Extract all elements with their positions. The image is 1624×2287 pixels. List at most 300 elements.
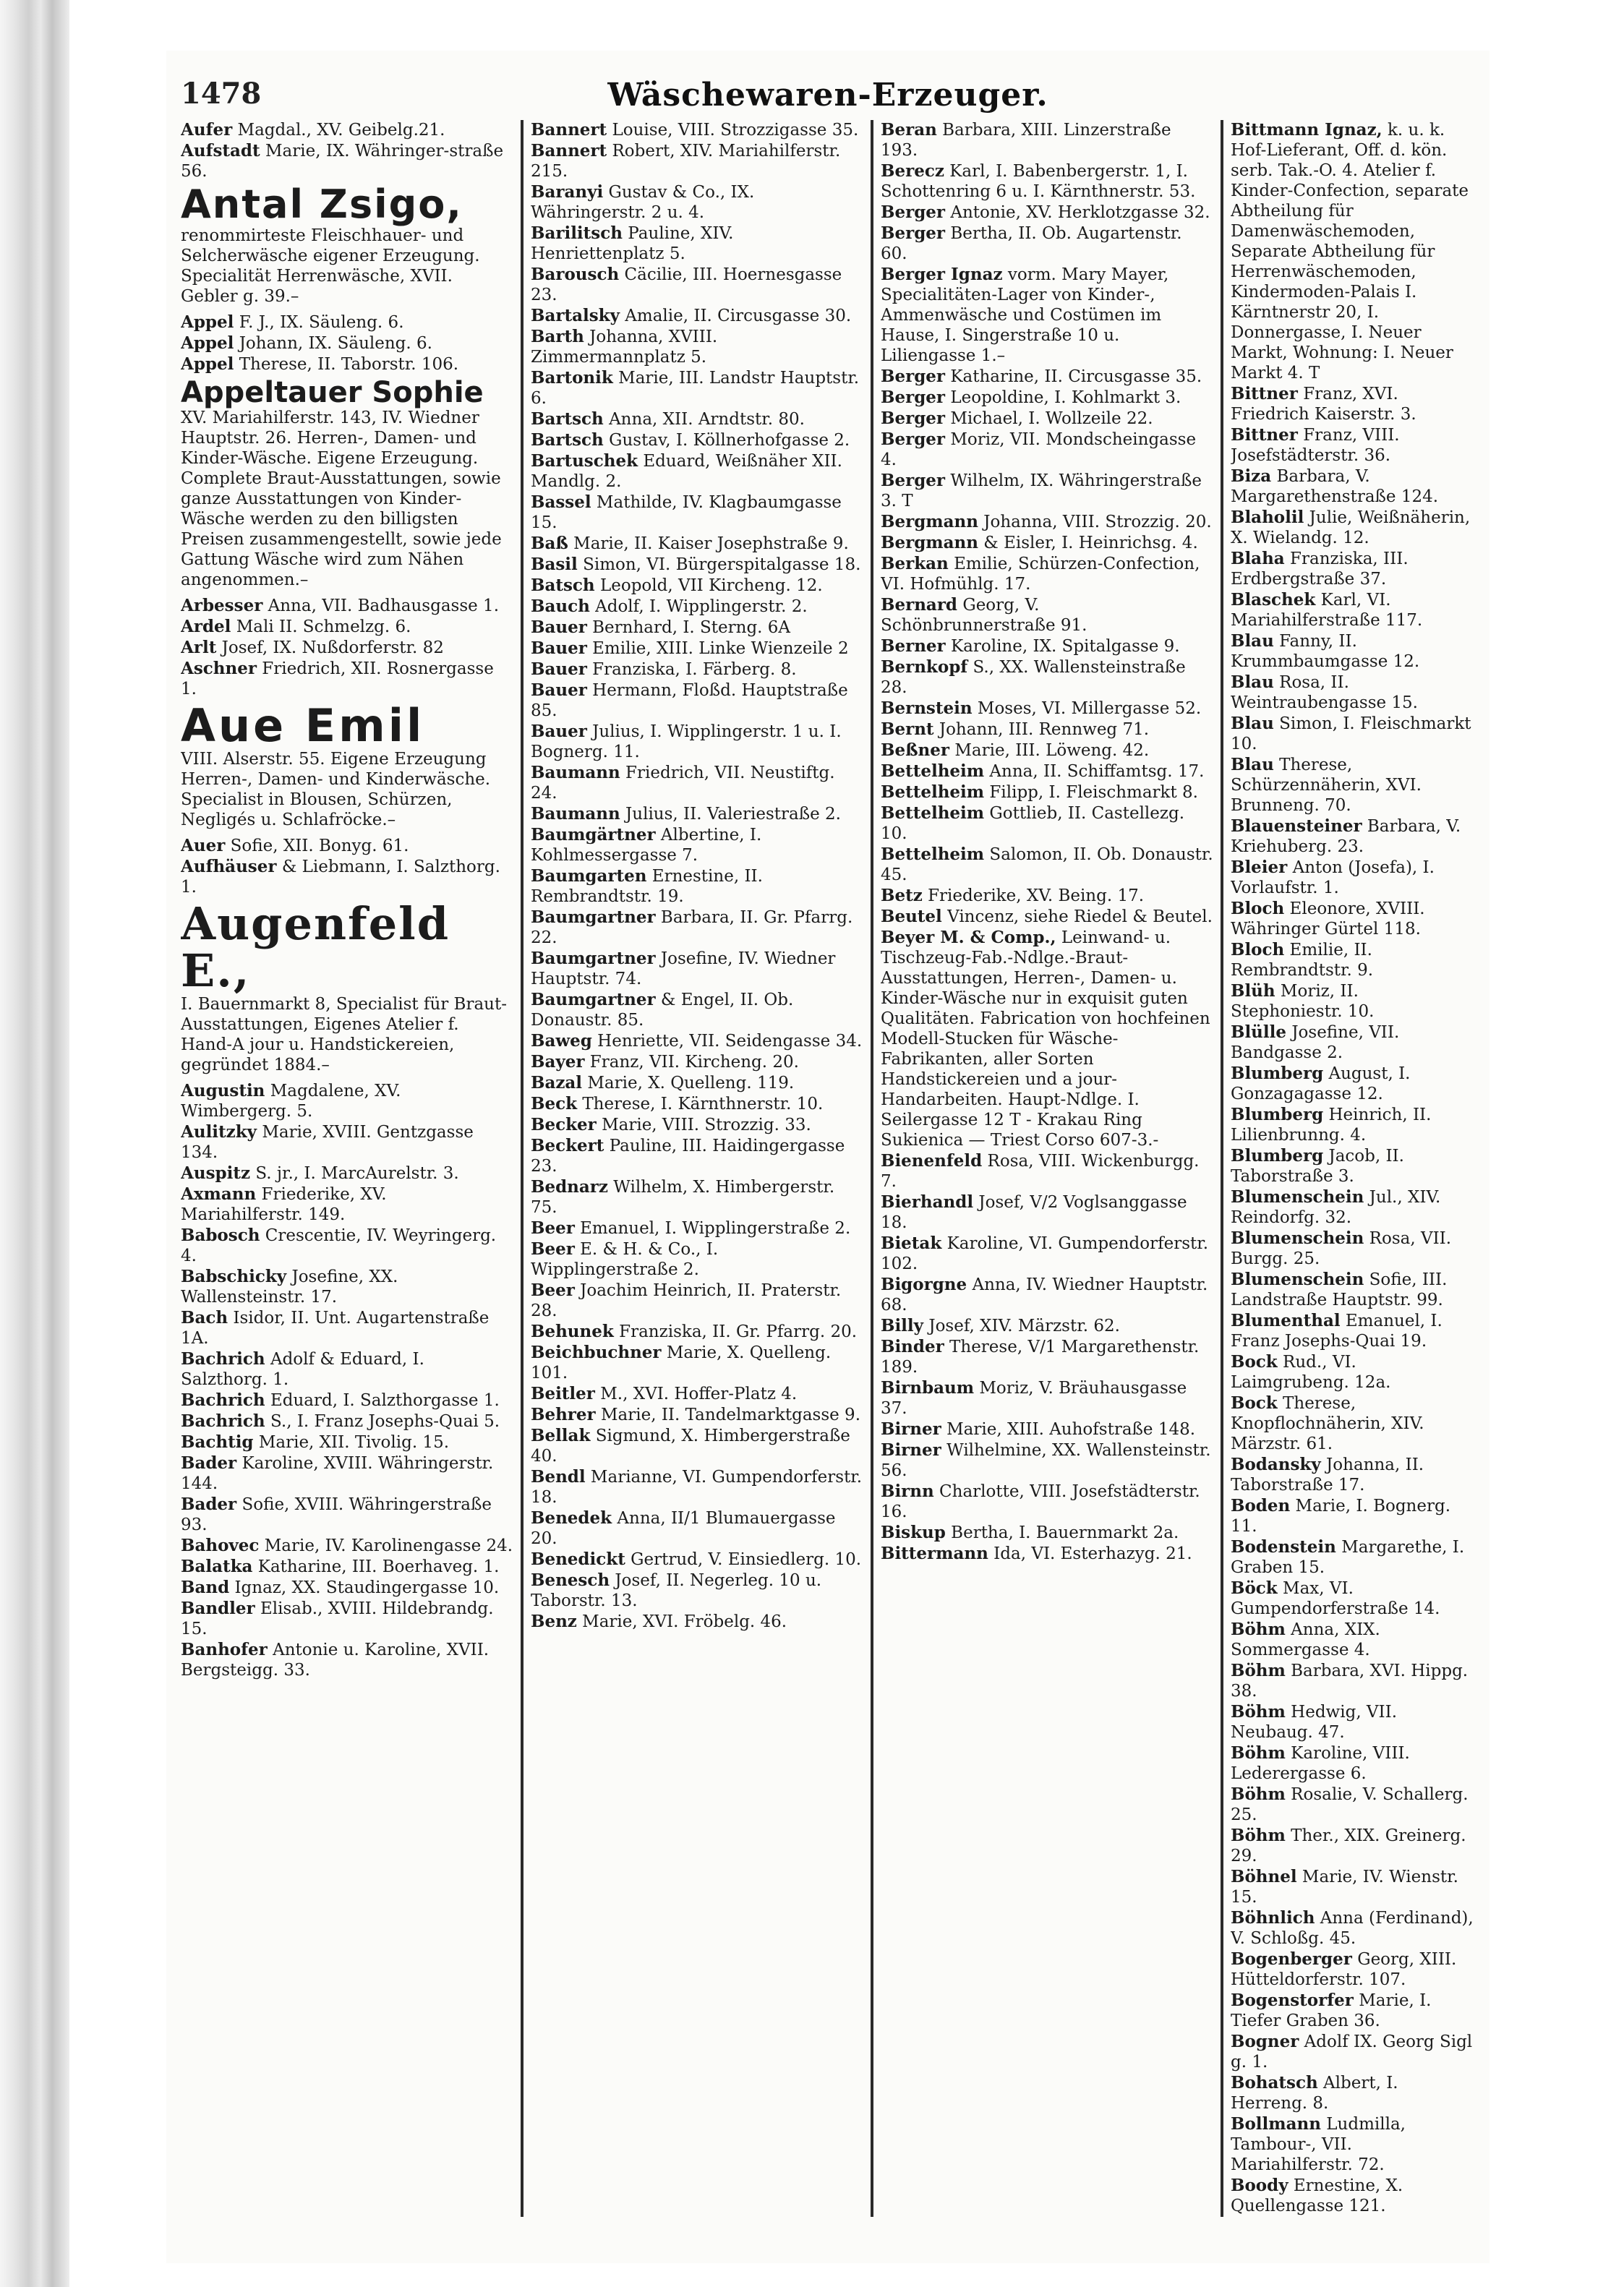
directory-entry — [1231, 1270, 1475, 1310]
directory-entry — [181, 1640, 513, 1680]
entry-address: Sofie, III. Landstraße Hauptstr. 99. — [1231, 1270, 1448, 1309]
directory-entry — [531, 576, 863, 596]
entry-name: Blaschek — [1231, 590, 1316, 610]
directory-entry — [531, 597, 863, 617]
directory-entry — [1231, 1949, 1475, 1990]
entry-address: Barbara, V. Margarethenstraße 124. — [1231, 467, 1439, 506]
directory-entry — [181, 1578, 513, 1598]
entry-address: Emilie, Schürzen-Confection, VI. Hofmühlg. 17. — [881, 555, 1200, 594]
directory-entry — [531, 1136, 863, 1176]
directory-entry — [531, 907, 863, 948]
entry-name: Berger Ignaz — [881, 265, 1003, 284]
entry-name: Berkan — [881, 554, 949, 573]
directory-entry — [181, 1267, 513, 1307]
directory-entry — [531, 1177, 863, 1218]
entry-address: Sigmund, X. Himbergerstraße 40. — [531, 1427, 850, 1466]
entry-address: Simon, I. Fleischmarkt 10. — [1231, 714, 1471, 753]
directory-entry — [181, 1432, 513, 1453]
entry-name: Bodansky — [1231, 1455, 1321, 1474]
directory-entry — [881, 1378, 1213, 1419]
directory-entry — [881, 1192, 1213, 1233]
advertisement-entry — [181, 897, 513, 1075]
entry-name: Baranyi — [531, 182, 604, 202]
entry-address: k. u. k. Hof-Lieferant, Off. d. kön. serb. Tak.-O. 4. Atelier f. Kinder-Confection, separate Abtheilung für Damenwäschemoden, Separate Abtheilung für Herrenwäschemoden, Kindermoden-Palais I. Kärntnerstr 20, I. Donnergasse, I. Neuer Markt, Wohnung: I. Neuer Markt 4. T — [1231, 121, 1469, 382]
directory-entry — [181, 120, 513, 140]
directory-entry — [531, 866, 863, 907]
entry-name: Böhm — [1231, 1620, 1286, 1639]
entry-name: Barousch — [531, 265, 620, 284]
directory-entry — [1231, 858, 1475, 898]
entry-address: Karoline, VIII. Lederergasse 6. — [1231, 1744, 1410, 1783]
entry-name: Berger — [881, 202, 946, 222]
entry-name: Böhnel — [1231, 1867, 1297, 1886]
entry-name: Berger — [881, 367, 946, 386]
entry-address: Antonie, XV. Herklotzgasse 32. — [945, 203, 1210, 222]
directory-entry — [531, 327, 863, 367]
directory-column-1 — [181, 120, 513, 2217]
entry-name: Bettelheim — [881, 803, 985, 823]
directory-entry — [1231, 1146, 1475, 1187]
directory-entry — [531, 804, 863, 824]
directory-entry — [881, 907, 1213, 927]
entry-name: Böhm — [1231, 1784, 1286, 1804]
entry-address: Marie, III. Löweng. 42. — [949, 741, 1150, 760]
entry-address: Karl, I. Babenbergerstr. 1, I. Schottenring 6 u. I. Kärnthnerstr. 53. — [881, 162, 1196, 201]
entry-name: Bader — [181, 1494, 237, 1514]
directory-entry — [531, 990, 863, 1030]
entry-address: Marie, IV. Karolinengasse 24. — [259, 1536, 513, 1555]
directory-entry — [181, 596, 513, 616]
directory-entry — [1231, 816, 1475, 857]
entry-address: Marie, X. Quelleng. 119. — [582, 1074, 795, 1093]
entry-address: Antonie u. Karoline, XVII. Bergsteigg. 33. — [181, 1640, 490, 1680]
directory-entry — [1231, 2114, 1475, 2175]
entry-address: Marianne, VI. Gumpendorferstr. 18. — [531, 1468, 863, 1507]
directory-entry — [1231, 2032, 1475, 2072]
directory-entry — [531, 223, 863, 264]
entry-name: Bierhandl — [881, 1192, 974, 1212]
directory-entry — [181, 1557, 513, 1577]
directory-entry — [881, 265, 1213, 366]
entry-name: Basil — [531, 555, 578, 574]
directory-entry — [531, 182, 863, 223]
directory-entry — [531, 1343, 863, 1383]
entry-name: Arlt — [181, 637, 217, 657]
entry-name: Bauer — [531, 617, 587, 637]
directory-entry — [531, 1031, 863, 1051]
entry-name: Arbesser — [181, 595, 263, 615]
directory-entry — [531, 265, 863, 305]
directory-entry — [1231, 549, 1475, 589]
page-number: 1478 — [181, 77, 262, 111]
directory-entry — [1231, 120, 1475, 383]
entry-name: Bergmann — [881, 533, 978, 552]
entry-address: Charlotte, VIII. Josefstädterstr. 16. — [881, 1482, 1200, 1521]
entry-name: Bodenstein — [1231, 1537, 1336, 1557]
entry-name: Bauer — [531, 659, 587, 679]
directory-entry — [531, 1426, 863, 1466]
entry-address: Barbara, XIII. Linzerstraße 193. — [881, 121, 1171, 160]
directory-entry — [531, 949, 863, 989]
entry-address: Johann, IX. Säuleng. 6. — [234, 333, 432, 353]
entry-name: Bahovec — [181, 1535, 260, 1555]
entry-name: Birner — [881, 1419, 941, 1439]
entry-name: Bachrich — [181, 1390, 265, 1410]
entry-address: Filipp, I. Fleischmarkt 8. — [984, 783, 1198, 802]
entry-address: Leinwand- u. Tischzeug-Fab.-Ndlge.-Braut-Ausstattungen, Herren-, Damen- u. Kinder-Wäsche nur in exquisit guten Qualitäten. Fabrication von hochfeinen Modell-Stucken für Wäsche-Fabrikanten, aller Sorten Handstickereien und a jour-Handarbeiten. Haupt-Ndlge. I. Seilergasse 12 T - Krakau Ring Sukienica — Triest Corso 607-3.- — [881, 928, 1210, 1150]
entry-name: Bernt — [881, 719, 934, 739]
entry-address: Magdalene, XV. Wimbergerg. 5. — [181, 1081, 401, 1121]
directory-entry — [531, 1218, 863, 1239]
book-edge — [0, 0, 69, 2287]
entry-name: Birnn — [881, 1482, 934, 1501]
entry-address: Sofie, XVIII. Währingerstraße 93. — [181, 1495, 492, 1534]
directory-entry — [1231, 940, 1475, 980]
entry-name: Blau — [1231, 714, 1274, 733]
directory-entry — [1231, 590, 1475, 630]
entry-name: Bartonik — [531, 368, 613, 388]
directory-entry — [1231, 1702, 1475, 1743]
entry-address: Marie, X. Quelleng. 101. — [531, 1343, 832, 1382]
advertisement-text: renommirteste Fleischhauer- und Selcherwäsche eigener Erzeugung. Specialität Herrenwäsche, XVII. Gebler g. 39.– — [181, 226, 480, 306]
entry-name: Bauch — [531, 597, 590, 616]
entry-address: Marie, I. Bognerg. 11. — [1231, 1497, 1451, 1536]
entry-name: Bittner — [1231, 384, 1298, 403]
entry-address: Gottlieb, II. Castellezg. 10. — [881, 804, 1185, 843]
directory-entry — [1231, 1867, 1475, 1907]
directory-entry — [881, 740, 1213, 761]
entry-name: Berecz — [881, 161, 944, 181]
directory-entry — [1231, 2176, 1475, 2216]
entry-name: Baweg — [531, 1031, 592, 1051]
directory-entry — [531, 306, 863, 326]
entry-address: Josef, V/2 Voglsanggasse 18. — [881, 1193, 1187, 1232]
directory-entry — [1231, 1352, 1475, 1393]
entry-name: Axmann — [181, 1184, 257, 1204]
advertiser-name: Aue Emil — [181, 698, 425, 752]
entry-name: Blumberg — [1231, 1146, 1324, 1166]
entry-name: Baumgartner — [531, 907, 656, 927]
entry-address: Josef, IX. Nußdorferstr. 82 — [216, 638, 444, 657]
entry-address: Emilie, XIII. Linke Wienzeile 2 — [586, 639, 849, 658]
directory-entry — [1231, 1826, 1475, 1866]
entry-name: Berger — [881, 429, 946, 449]
directory-entry — [881, 202, 1213, 223]
column-divider — [1221, 120, 1223, 2217]
directory-entry — [181, 141, 513, 181]
entry-name: Bietak — [881, 1234, 942, 1253]
directory-page — [166, 51, 1490, 2263]
advertiser-name: Augenfeld E., — [181, 897, 450, 997]
entry-name: Benesch — [531, 1570, 610, 1590]
entry-address: Marie, XIII. Auhofstraße 148. — [941, 1420, 1196, 1439]
entry-name: Bittermann — [881, 1544, 988, 1563]
directory-entry — [1231, 631, 1475, 672]
entry-address: Wilhelm, X. Himbergerstr. 75. — [531, 1178, 835, 1217]
entry-name: Blumenschein — [1231, 1270, 1364, 1289]
entry-address: Ida, VI. Esterhazyg. 21. — [988, 1544, 1192, 1563]
entry-name: Berger — [881, 409, 946, 428]
entry-name: Bauer — [531, 722, 587, 741]
directory-entry — [1231, 466, 1475, 507]
entry-address: Emanuel, I. Franz Josephs-Quai 19. — [1231, 1312, 1443, 1351]
entry-name: Berner — [881, 636, 946, 656]
entry-address: Anna, II. Schiffamtsg. 17. — [984, 762, 1205, 781]
advertisement-text: VIII. Alserstr. 55. Eigene Erzeugung Herren-, Damen- und Kinderwäsche. Specialist in Blousen, Schürzen, Negligés u. Schlafröcke.– — [181, 749, 491, 829]
entry-address: Ther., XIX. Greinerg. 29. — [1231, 1826, 1466, 1865]
directory-entry — [1231, 1578, 1475, 1619]
entry-address: Bertha, I. Bauernmarkt 2a. — [945, 1523, 1179, 1542]
entry-name: Barilitsch — [531, 223, 623, 243]
entry-name: Bachrich — [181, 1411, 265, 1431]
directory-entry — [531, 659, 863, 680]
directory-entry — [531, 1612, 863, 1632]
entry-address: Pauline, III. Haidingergasse 23. — [531, 1137, 845, 1176]
directory-entry — [531, 409, 863, 429]
entry-name: Band — [181, 1577, 230, 1597]
entry-address: Hermann, Floßd. Hauptstraße 85. — [531, 681, 848, 720]
entry-name: Biskup — [881, 1523, 946, 1542]
entry-name: Bohatsch — [1231, 2073, 1318, 2093]
entry-name: Blau — [1231, 631, 1274, 651]
directory-entry — [881, 1337, 1213, 1377]
entry-address: Marie, VIII. Strozzig. 33. — [596, 1116, 811, 1134]
entry-name: Böhm — [1231, 1743, 1286, 1763]
directory-entry — [531, 120, 863, 140]
entry-address: Robert, XIV. Mariahilferstr. 215. — [531, 142, 841, 181]
directory-entry — [531, 638, 863, 659]
entry-address: Anton (Josefa), I. Vorlaufstr. 1. — [1231, 858, 1435, 897]
entry-name: Benedickt — [531, 1549, 625, 1569]
entry-address: Josef, XIV. Märzstr. 62. — [923, 1317, 1120, 1335]
entry-name: Bogner — [1231, 2032, 1299, 2051]
directory-entry — [531, 141, 863, 181]
directory-entry — [531, 1281, 863, 1321]
directory-entry — [181, 333, 513, 354]
entry-name: Bittner — [1231, 425, 1298, 445]
entry-name: Aufhäuser — [181, 856, 277, 876]
entry-name: Bartsch — [531, 430, 604, 450]
entry-name: Blaha — [1231, 549, 1285, 568]
directory-entry — [881, 595, 1213, 636]
entry-name: Balatka — [181, 1556, 253, 1576]
entry-name: Benz — [531, 1612, 577, 1631]
entry-name: Bassel — [531, 492, 591, 512]
entry-name: Birner — [881, 1440, 941, 1460]
entry-address: M., XVI. Hoffer-Platz 4. — [594, 1385, 798, 1403]
entry-address: Ignaz, XX. Staudingergasse 10. — [229, 1578, 500, 1597]
directory-entry — [1231, 1496, 1475, 1536]
entry-address: Franz, XVI. Friedrich Kaiserstr. 3. — [1231, 385, 1416, 424]
directory-entry — [1231, 981, 1475, 1022]
directory-entry — [531, 1094, 863, 1114]
directory-entry — [881, 120, 1213, 161]
entry-address: & Liebmann, I. Salzthorg. 1. — [181, 857, 500, 897]
entry-address: Leopoldine, I. Kohlmarkt 3. — [945, 388, 1181, 407]
entry-address: Albertine, I. Kohlmessergasse 7. — [531, 826, 762, 865]
entry-name: Auer — [181, 835, 226, 855]
directory-entry — [1231, 1537, 1475, 1578]
entry-address: Mathilde, IV. Klagbaumgasse 15. — [531, 493, 842, 532]
entry-address: Jul., XIV. Reindorfg. 32. — [1231, 1188, 1441, 1227]
entry-name: Boden — [1231, 1496, 1291, 1516]
entry-name: Bettelheim — [881, 782, 985, 802]
directory-entry — [881, 636, 1213, 657]
entry-address: Anna, XIX. Sommergasse 4. — [1231, 1620, 1380, 1659]
entry-name: Baumgarten — [531, 866, 647, 886]
entry-address: Friedrich, VII. Neustiftg. 24. — [531, 764, 835, 803]
entry-address: Joachim Heinrich, II. Praterstr. 28. — [531, 1281, 842, 1320]
entry-address: Magdal., XV. Geibelg.21. — [232, 121, 445, 140]
directory-entry — [531, 1073, 863, 1093]
entry-name: Blüh — [1231, 981, 1275, 1001]
directory-entry — [881, 886, 1213, 906]
entry-address: Max, VI. Gumpendorferstraße 14. — [1231, 1579, 1440, 1618]
entry-address: Josefine, IV. Wiedner Hauptstr. 74. — [531, 949, 836, 988]
entry-name: Bernstein — [881, 698, 973, 718]
directory-entry — [881, 471, 1213, 511]
entry-address: Therese, Schürzennäherin, XVI. Brunneng. 70. — [1231, 756, 1422, 815]
entry-address: Wilhelm, IX. Währingerstraße 3. T — [881, 471, 1202, 510]
entry-address: Josefine, VII. Bandgasse 2. — [1231, 1023, 1400, 1062]
entry-address: Pauline, XIV. Henriettenplatz 5. — [531, 224, 734, 263]
entry-address: S. jr., I. MarcAurelstr. 3. — [250, 1163, 459, 1183]
entry-address: Franziska, I. Färberg. 8. — [586, 660, 797, 679]
directory-entry — [181, 857, 513, 897]
directory-entry — [531, 1239, 863, 1280]
entry-name: Böhm — [1231, 1661, 1286, 1680]
directory-column-4 — [1231, 120, 1475, 2217]
entry-name: Batsch — [531, 576, 595, 595]
entry-address: Isidor, II. Unt. Augartenstraße 1A. — [181, 1308, 490, 1348]
entry-address: Karoline, IX. Spitalgasse 9. — [945, 637, 1180, 656]
entry-address: Barbara, II. Gr. Pfarrg. 22. — [531, 908, 853, 947]
directory-entry — [881, 1234, 1213, 1274]
entry-name: Bellak — [531, 1426, 591, 1445]
directory-entry — [1231, 1455, 1475, 1495]
entry-address: Gustav & Co., IX. Währingerstr. 2 u. 4. — [531, 183, 755, 222]
entry-name: Appel — [181, 354, 234, 374]
entry-address: Anna, XII. Arndtstr. 80. — [603, 410, 805, 429]
directory-entry — [881, 512, 1213, 532]
directory-entry — [181, 659, 513, 699]
directory-entry — [181, 354, 513, 375]
column-divider — [871, 120, 873, 2217]
entry-address: Ludmilla, Tambour-, VII. Mariahilferstr. 72. — [1231, 2115, 1406, 2174]
directory-entry — [531, 1052, 863, 1072]
entry-name: Berger — [881, 388, 946, 407]
entry-address: Georg, XIII. Hütteldorferstr. 107. — [1231, 1950, 1457, 1989]
entry-address: Julie, Weißnäherin, X. Wielandg. 12. — [1231, 508, 1471, 547]
entry-address: Marie, II. Tandelmarktgasse 9. — [595, 1406, 860, 1424]
directory-entry — [181, 1495, 513, 1535]
entry-name: Bannert — [531, 120, 607, 140]
entry-name: Bleier — [1231, 858, 1288, 877]
entry-address: Ernestine, X. Quellengasse 121. — [1231, 2176, 1403, 2215]
entry-address: Karoline, XVIII. Währingerstr. 144. — [181, 1453, 494, 1493]
directory-entry — [1231, 1105, 1475, 1145]
entry-address: Rud., VI. Laimgrubeng. 12a. — [1231, 1353, 1391, 1392]
entry-name: Bader — [181, 1453, 237, 1473]
entry-address: Gertrud, V. Einsiedlerg. 10. — [625, 1550, 862, 1569]
entry-address: Elisab., XVIII. Hildebrandg. 15. — [181, 1599, 494, 1638]
directory-entry — [181, 1122, 513, 1163]
directory-entry — [181, 1349, 513, 1390]
entry-address: Marie, II. Kaiser Josephstraße 9. — [568, 534, 849, 553]
entry-address: Gustav, I. Köllnerhofgasse 2. — [603, 431, 850, 450]
entry-name: Bachtig — [181, 1432, 254, 1452]
entry-address: F. J., IX. Säuleng. 6. — [234, 312, 404, 332]
entry-name: Böck — [1231, 1578, 1278, 1598]
entry-name: Beer — [531, 1239, 575, 1259]
entry-name: Bollmann — [1231, 2114, 1321, 2134]
directory-entry — [1231, 714, 1475, 754]
entry-name: Bachrich — [181, 1348, 265, 1369]
entry-name: Augustin — [181, 1080, 265, 1100]
directory-entry — [1231, 1620, 1475, 1660]
directory-entry — [181, 1081, 513, 1121]
entry-address: Anna, VII. Badhausgasse 1. — [262, 596, 499, 615]
entry-name: Appel — [181, 333, 234, 353]
entry-name: Appel — [181, 312, 234, 332]
entry-name: Bernkopf — [881, 657, 968, 677]
entry-name: Blülle — [1231, 1022, 1287, 1042]
directory-entry — [531, 825, 863, 865]
directory-entry — [881, 1419, 1213, 1440]
entry-address: Eleonore, XVIII. Währinger Gürtel 118. — [1231, 899, 1425, 939]
directory-entry — [1231, 1743, 1475, 1784]
entry-address: Moriz, VII. Mondscheingasse 4. — [881, 430, 1197, 469]
directory-entry — [881, 1523, 1213, 1543]
entry-name: Behunek — [531, 1322, 614, 1341]
column-divider — [521, 120, 523, 2217]
directory-entry — [1231, 508, 1475, 548]
entry-address: Johanna, II. Taborstraße 17. — [1231, 1455, 1424, 1495]
entry-name: Blumenschein — [1231, 1228, 1364, 1248]
entry-address: Rosalie, V. Schallerg. 25. — [1231, 1785, 1469, 1824]
entry-address: Crescentie, IV. Weyringerg. 4. — [181, 1226, 497, 1265]
entry-name: Blau — [1231, 755, 1274, 774]
directory-entry — [181, 1184, 513, 1225]
entry-name: Bloch — [1231, 940, 1285, 959]
directory-entry — [531, 722, 863, 762]
directory-column-2 — [531, 120, 863, 2217]
entry-address: Cäcilie, III. Hoernesgasse 23. — [531, 265, 842, 304]
entry-name: Blauensteiner — [1231, 816, 1362, 836]
entry-address: Barbara, XVI. Hippg. 38. — [1231, 1662, 1469, 1701]
directory-entry — [1231, 672, 1475, 713]
directory-entry — [881, 409, 1213, 429]
entry-address: Albert, I. Herreng. 8. — [1231, 2074, 1398, 2113]
entry-address: Adolf IX. Georg Sigl g. 1. — [1231, 2032, 1473, 2072]
directory-entry — [1231, 755, 1475, 816]
entry-address: Anna, IV. Wiedner Hauptstr. 68. — [881, 1275, 1208, 1315]
entry-name: Bartsch — [531, 409, 604, 429]
entry-name: Baß — [531, 534, 568, 553]
entry-address: Eduard, Weißnäher XII. Mandlg. 2. — [531, 452, 842, 491]
directory-entry — [531, 451, 863, 492]
entry-name: Beer — [531, 1218, 575, 1238]
entry-address: Eduard, I. Salzthorgasse 1. — [265, 1390, 500, 1410]
entry-name: Biza — [1231, 466, 1272, 486]
entry-name: Bauer — [531, 680, 587, 700]
entry-address: vorm. Mary Mayer, Specialitäten-Lager von Kinder-, Ammenwäsche und Costümen im Hause, I. Singerstraße 10 u. Liliengasse 1.– — [881, 265, 1169, 365]
entry-address: Rosa, VII. Burgg. 25. — [1231, 1229, 1452, 1268]
entry-name: Bandler — [181, 1598, 255, 1618]
directory-entry — [1231, 1022, 1475, 1063]
directory-entry — [881, 1316, 1213, 1336]
directory-entry — [881, 1440, 1213, 1481]
